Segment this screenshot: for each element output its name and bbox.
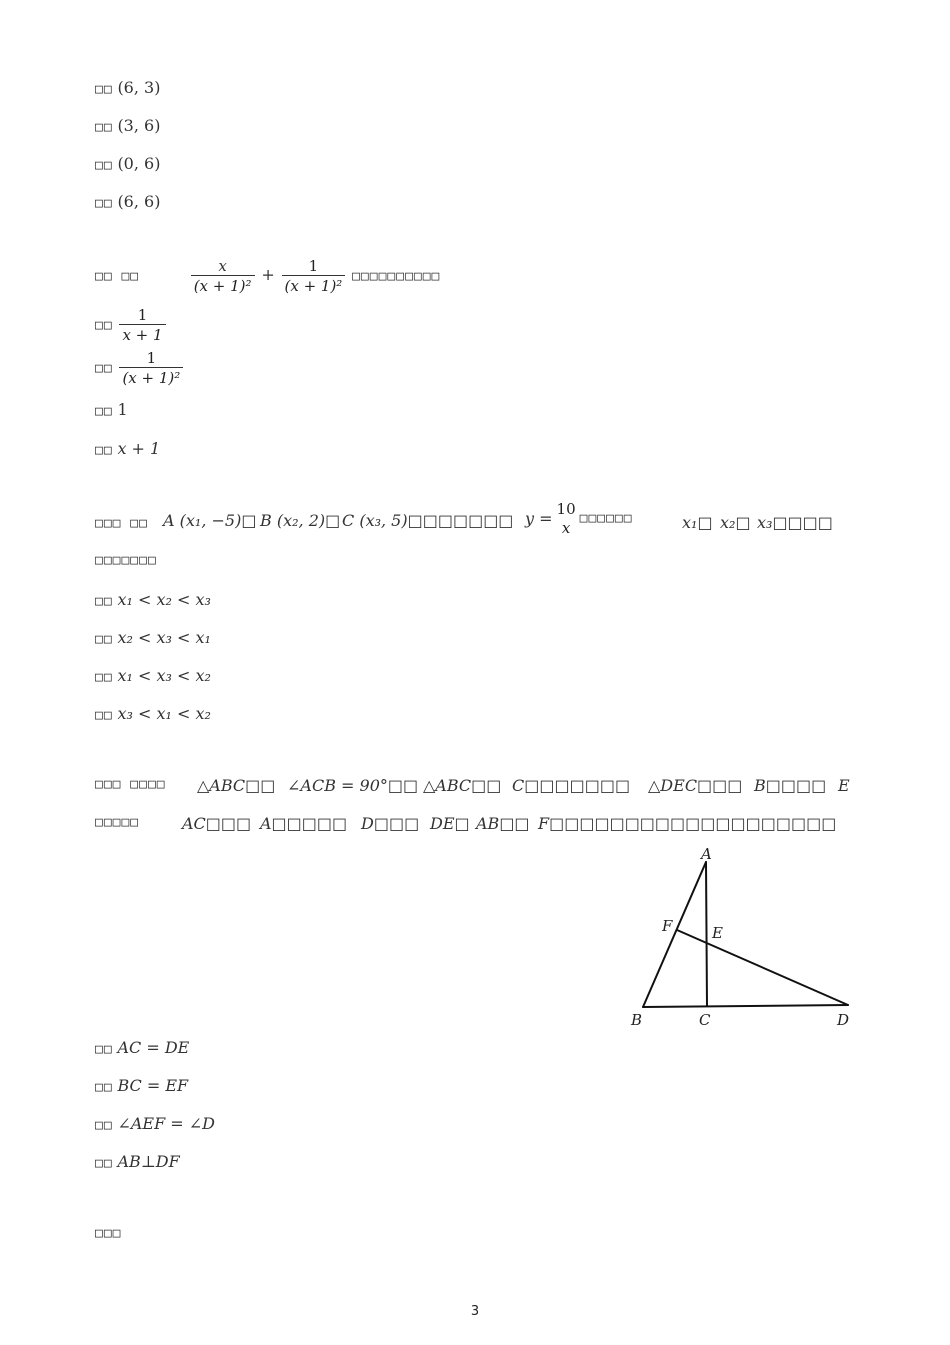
triangle-figure — [620, 840, 870, 1035]
q4-text: DE□ — [430, 814, 470, 833]
fraction-numerator: 10 — [556, 500, 576, 518]
q4-text: C□□□□□□□ — [512, 776, 631, 795]
q2-option-a-row — [95, 304, 168, 346]
q3-option-b-row — [95, 628, 211, 650]
question-2-stem — [95, 252, 440, 300]
q4-text: A□□□□□ — [260, 814, 348, 833]
label-a: A — [701, 845, 712, 863]
q4-number: □□□ □□□□ — [95, 777, 166, 792]
option-value: (6, 6) — [117, 192, 161, 211]
option-marker: □□ — [95, 632, 113, 647]
label-b: B — [631, 1011, 643, 1029]
plus-sign: + — [261, 265, 275, 284]
option-value: x₁ < x₂ < x₃ — [117, 590, 211, 609]
question-text: □□□□□□□ — [95, 553, 157, 568]
option-marker: □□ — [95, 120, 113, 135]
q3-line-2 — [95, 549, 157, 571]
question-text: □□□□□□ — [579, 511, 633, 526]
option-marker: □□ — [95, 443, 113, 458]
option-value: (6, 3) — [117, 78, 161, 97]
option-marker: □□ — [95, 1080, 113, 1095]
function-lhs: y = — [525, 509, 553, 528]
label-d: D — [837, 1011, 850, 1029]
section-heading — [95, 1222, 121, 1244]
x3-label: x₃□□□□ — [757, 513, 833, 532]
option-marker: □□ — [95, 670, 113, 685]
option-marker: □□ — [95, 1156, 113, 1171]
option-marker: □□ — [95, 196, 113, 211]
option-value: (0, 6) — [117, 154, 161, 173]
option-value: x₁ < x₃ < x₂ — [117, 666, 211, 685]
q4-text: ∠ACB = 90°□□ — [287, 776, 419, 795]
option-fraction — [119, 306, 165, 344]
q4-option-b-row — [95, 1076, 188, 1098]
fraction-numerator: 1 — [146, 348, 157, 367]
segment-bd — [643, 1005, 848, 1007]
label-f: F — [662, 917, 673, 935]
option-marker: □□ — [95, 1118, 113, 1133]
segment-ac — [706, 862, 707, 1006]
question-text: □□□□□□□□□□ — [352, 269, 441, 284]
option-marker: □□ — [95, 318, 113, 333]
q4-text: AC□□□ — [182, 814, 252, 833]
fraction-numerator: 1 — [308, 256, 319, 275]
option-value: x₂ < x₃ < x₁ — [117, 628, 211, 647]
question-number: □□□ □□ — [95, 516, 148, 531]
label-c: C — [699, 1011, 711, 1029]
page-number: 3 — [470, 1304, 480, 1319]
q4-text: E — [838, 776, 850, 795]
x1-label: x₁□ — [682, 513, 713, 532]
fraction-1 — [191, 257, 255, 295]
function-expression — [525, 500, 633, 537]
q4-option-d-row — [95, 1152, 180, 1174]
q4-text: △DEC□□□ — [648, 776, 743, 795]
fraction-numerator: x — [218, 256, 227, 275]
option-marker: □□ — [95, 361, 113, 376]
function-fraction — [555, 500, 578, 537]
option-fraction — [119, 349, 183, 387]
point-a: A (x₁, −5)□ — [163, 511, 257, 530]
option-value: ∠AEF = ∠D — [117, 1114, 215, 1133]
q4-text: AB□□ — [476, 814, 530, 833]
option-c-row — [95, 154, 160, 176]
q4-text: B□□□□ — [754, 776, 827, 795]
q4-text: △ABC□□ — [423, 776, 502, 795]
segment-ab — [643, 862, 706, 1007]
option-value: 1 — [117, 400, 128, 419]
fraction-denominator: x — [561, 519, 571, 537]
q2-option-b-row — [95, 345, 185, 391]
q4-text: D□□□ — [361, 814, 420, 833]
fraction-numerator: 1 — [137, 305, 148, 324]
fraction-2 — [282, 257, 346, 295]
option-value: x + 1 — [117, 439, 161, 458]
q3-option-a-row — [95, 590, 211, 612]
option-value: AB⊥DF — [117, 1152, 180, 1171]
option-marker: □□ — [95, 82, 113, 97]
q4-option-a-row — [95, 1038, 189, 1060]
label-e: E — [712, 924, 723, 942]
q4-text: △ABC□□ — [197, 776, 276, 795]
fraction-denominator: x + 1 — [119, 324, 165, 344]
q4-text: F□□□□□□□□□□□□□□□□□□□ — [538, 814, 837, 833]
option-value: x₃ < x₁ < x₂ — [117, 704, 211, 723]
option-value: BC = EF — [117, 1076, 189, 1095]
section-heading-text: □□□ — [95, 1226, 122, 1241]
q3-option-c-row — [95, 666, 211, 688]
option-value: AC = DE — [117, 1038, 190, 1057]
option-d-row — [95, 192, 160, 214]
q2-option-d-row — [95, 439, 160, 461]
fraction-denominator: (x + 1)² — [191, 275, 255, 295]
q4-text: □□□□□ — [95, 815, 140, 830]
option-marker: □□ — [95, 708, 113, 723]
option-marker: □□ — [95, 594, 113, 609]
fraction-denominator: (x + 1)² — [282, 275, 346, 295]
option-b-row — [95, 116, 160, 138]
segment-fd — [677, 930, 848, 1005]
q2-option-c-row — [95, 400, 128, 422]
option-marker: □□ — [95, 158, 113, 173]
question-number: □□ □□ — [95, 269, 140, 284]
fraction-denominator: (x + 1)² — [119, 367, 183, 387]
option-a-row — [95, 78, 160, 100]
option-marker: □□ — [95, 404, 113, 419]
q3-prefix — [95, 512, 148, 531]
q3-option-d-row — [95, 704, 211, 726]
point-c: C (x₃, 5)□□□□□□□ — [342, 511, 514, 530]
x2-label: x₂□ — [720, 513, 751, 532]
option-marker: □□ — [95, 1042, 113, 1057]
point-b: B (x₂, 2)□ — [260, 511, 341, 530]
q4-option-c-row — [95, 1114, 215, 1136]
option-value: (3, 6) — [117, 116, 161, 135]
